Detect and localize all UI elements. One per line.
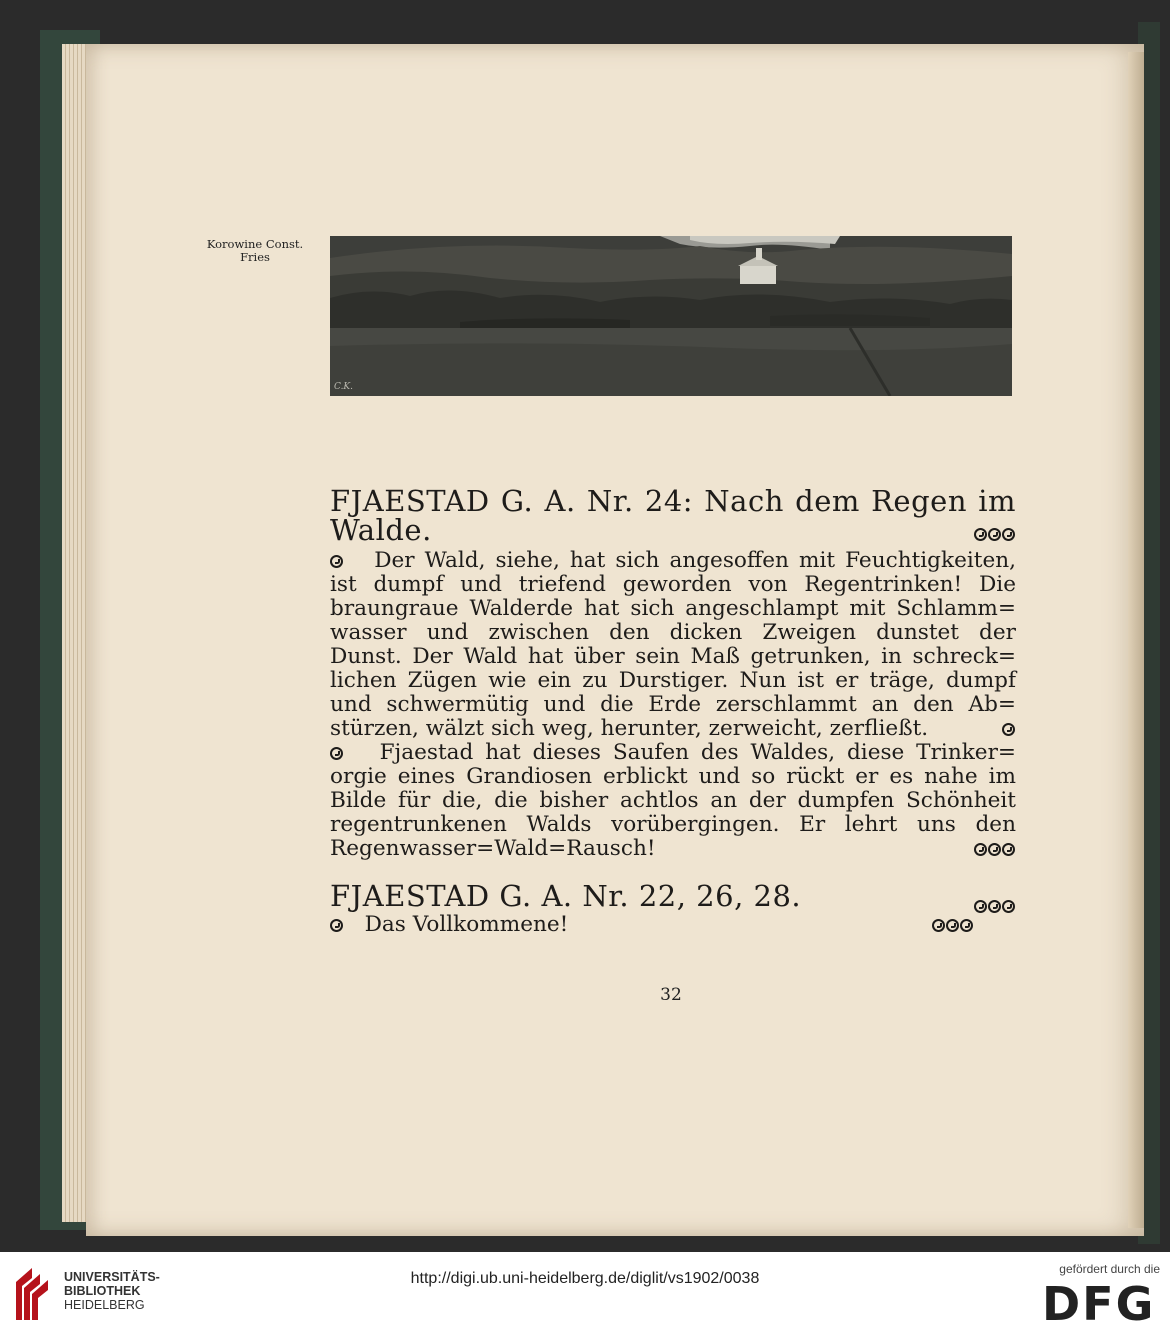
ornament-icon [946,919,959,932]
section1-heading [330,484,1016,547]
para2-line: orgie eines Grandiosen erblickt und so rückt er es nahe im [330,764,1016,789]
ornament-icon [974,528,987,541]
para1-line: Dunst. Der Wald hat über sein Maß getrunken, in schreck= [330,644,1016,669]
para1-line-text: stürzen, wälzt sich weg, herunter, zerweicht, zerfließt. [330,716,929,741]
para1-line [330,717,1016,741]
para1-line: braungraue Walderde hat sich angeschlampt mit Schlamm= [330,596,1016,621]
university-library-logo-icon[interactable] [12,1262,52,1324]
permalink-url[interactable]: http://digi.ub.uni-heidelberg.de/diglit/vs1902/0038 [410,1270,760,1287]
ornament-icon [988,528,1001,541]
section2-heading-line [330,879,1016,913]
section2-text: Das Vollkommene! [364,912,569,937]
library-line-1: UNIVERSITÄTS- [64,1270,160,1284]
para1-line: wasser und zwischen den dicken Zweigen dunstet der [330,620,1016,645]
ornament-icon [330,919,343,932]
para1-line-text: Der Wald, siehe, hat sich angesoffen mit Feuchtigkeiten, [374,548,1017,573]
illustration-signature: C.K. [334,382,354,392]
ornament-icon [330,555,343,568]
ornament-end-icon [1002,717,1016,741]
ornament-group-icon [974,516,1016,545]
ornament-icon [974,900,987,913]
university-library-name[interactable] [64,1270,160,1312]
funder-label: gefördert durch die [1059,1262,1160,1276]
para2-line [330,741,1016,765]
ornament-icon [1002,843,1015,856]
section1-para2 [330,741,1016,861]
heading-line-2 [330,513,1016,547]
para2-line: regentrunkenen Walds vorübergingen. Er lehrt uns den [330,812,1016,837]
section1-para1 [330,549,1016,741]
para1-line: lichen Zügen wie ein zu Durstiger. Nun ist er träge, dumpf [330,668,1016,693]
para1-line [330,549,1016,573]
ornament-icon [1002,723,1015,736]
section2-body [330,913,1016,937]
heading-line-2-text: Walde. [330,513,432,547]
para2-line [330,837,1016,861]
ornament-icon [932,919,945,932]
footer-bar [0,1252,1170,1336]
ornament-icon [960,919,973,932]
ornament-group-icon [974,888,1016,917]
caption-artist: Korowine Const. [206,237,304,251]
section2-heading-text: FJAESTAD G. A. Nr. 22, 26, 28. [330,879,802,913]
para1-line: und schwermütig und die Erde zerschlammt an den Ab= [330,692,1016,717]
ornament-group-icon [932,913,974,937]
ornament-icon [330,747,343,760]
ornament-icon [1002,528,1015,541]
section-fjaestad-22 [330,879,1016,937]
library-line-2: BIBLIOTHEK [64,1284,141,1298]
ornament-icon [988,900,1001,913]
section2-heading [330,879,1016,913]
ornament-group-icon [974,837,1016,861]
para2-line: Bilde für die, die bisher achtlos an der dumpfen Schönheit [330,788,1016,813]
para1-line: ist dumpf und triefend geworden von Regentrinken! Die [330,572,1016,597]
illustration-plate [330,236,1012,396]
library-line-3: HEIDELBERG [64,1298,145,1312]
ornament-icon [988,843,1001,856]
page-gutter [1128,52,1144,1228]
illustration-caption [196,238,314,264]
caption-title: Fries [240,250,270,264]
para2-line-text: Fjaestad hat dieses Saufen des Waldes, diese Trinker= [379,740,1016,765]
page-number: 32 [660,985,682,1005]
ornament-icon [1002,900,1015,913]
section2-line [330,913,1016,937]
landscape-illustration [330,236,1012,396]
section-fjaestad-24 [330,484,1017,861]
para2-line-text: Regenwasser=Wald=Rausch! [330,836,656,861]
ornament-icon [974,843,987,856]
dfg-logo-icon[interactable]: DFG [1042,1277,1156,1331]
heading-line-1: FJAESTAD G. A. Nr. 24: Nach dem Regen im [330,484,1016,518]
